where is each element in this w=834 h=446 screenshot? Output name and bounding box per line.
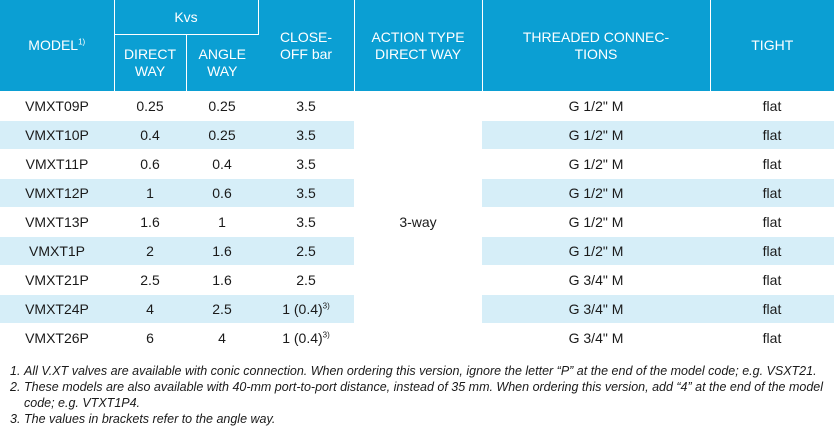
- cell-close-off: 3.5: [258, 208, 354, 237]
- footnote-number: 2.: [10, 380, 21, 394]
- cell-model: VMXT1P: [0, 237, 114, 266]
- footnote-item: [10, 411, 834, 427]
- cell-tight: flat: [710, 295, 834, 324]
- cell-model: VMXT10P: [0, 121, 114, 150]
- header-angle-way: ANGLE WAY: [186, 35, 258, 92]
- header-close-off: CLOSE- OFF bar: [258, 0, 354, 92]
- footnote-item: [10, 363, 834, 379]
- cell-angle: 0.6: [186, 179, 258, 208]
- cell-thread: G 3/4" M: [482, 266, 710, 295]
- cell-tight: flat: [710, 208, 834, 237]
- cell-direct: 2: [114, 237, 186, 266]
- footnotes: [0, 363, 834, 427]
- cell-direct: 0.25: [114, 92, 186, 121]
- cell-close-off: 2.5: [258, 237, 354, 266]
- cell-thread: G 1/2" M: [482, 92, 710, 121]
- cell-model: VMXT24P: [0, 295, 114, 324]
- cell-direct: 1: [114, 179, 186, 208]
- cell-tight: flat: [710, 179, 834, 208]
- cell-angle: 0.25: [186, 121, 258, 150]
- cell-thread: G 1/2" M: [482, 208, 710, 237]
- cell-angle: 2.5: [186, 295, 258, 324]
- cell-thread: G 3/4" M: [482, 324, 710, 353]
- cell-close-off: 3.5: [258, 92, 354, 121]
- cell-direct: 4: [114, 295, 186, 324]
- cell-angle: 1.6: [186, 237, 258, 266]
- cell-direct: 0.4: [114, 121, 186, 150]
- header-action-type: ACTION TYPE DIRECT WAY: [354, 0, 482, 92]
- cell-direct: 2.5: [114, 266, 186, 295]
- cell-close-off: 1 $(0.4)^{3)}$: [258, 324, 354, 353]
- table-body: [0, 92, 834, 353]
- cell-model: VMXT13P: [0, 208, 114, 237]
- header-tight: TIGHT: [710, 0, 834, 92]
- footnote-text: All V.XT valves are available with conic connection. When ordering this version, ignore the letter “P” at the end of the model code; e.g. VSXT21.: [24, 364, 817, 378]
- cell-tight: flat: [710, 121, 834, 150]
- cell-angle: 0.25: [186, 92, 258, 121]
- cell-thread: G 3/4" M: [482, 295, 710, 324]
- cell-model: VMXT21P: [0, 266, 114, 295]
- cell-close-off: 3.5: [258, 179, 354, 208]
- cell-angle: 1: [186, 208, 258, 237]
- cell-model: VMXT09P: [0, 92, 114, 121]
- cell-thread: G 1/2" M: [482, 121, 710, 150]
- footnote-number: 3.: [10, 412, 21, 426]
- close-off-footnote-ref: 3): [322, 330, 330, 340]
- cell-thread: G 1/2" M: [482, 150, 710, 179]
- header-direct-way: DIRECT WAY: [114, 35, 186, 92]
- footnote-text: These models are also available with 40-mm port-to-port distance, instead of 35 mm. When ordering this version, add “4” at the end of the model code; e.g. VTXT1P4.: [24, 380, 824, 410]
- header-kvs: Kvs: [114, 0, 258, 35]
- cell-model: VMXT12P: [0, 179, 114, 208]
- cell-close-off: 2.5: [258, 266, 354, 295]
- cell-model: VMXT26P: [0, 324, 114, 353]
- cell-angle: 1.6: [186, 266, 258, 295]
- table-row: [0, 92, 834, 121]
- footnote-text: The values in brackets refer to the angle way.: [24, 412, 276, 426]
- cell-direct: 1.6: [114, 208, 186, 237]
- cell-direct: 6: [114, 324, 186, 353]
- cell-thread: G 1/2" M: [482, 179, 710, 208]
- header-model: MODEL$^{1)}$: [0, 0, 114, 92]
- cell-thread: G 1/2" M: [482, 237, 710, 266]
- cell-model: VMXT11P: [0, 150, 114, 179]
- cell-tight: flat: [710, 150, 834, 179]
- cell-close-off: 3.5: [258, 150, 354, 179]
- footnote-item: [10, 379, 834, 411]
- cell-action-type: 3-way: [354, 92, 482, 353]
- cell-tight: flat: [710, 324, 834, 353]
- close-off-footnote-ref: 3): [322, 301, 330, 311]
- header-threaded-connections: THREADED CONNEC- TIONS: [482, 0, 710, 92]
- footnote-number: 1.: [10, 364, 21, 378]
- cell-tight: flat: [710, 266, 834, 295]
- cell-angle: 4: [186, 324, 258, 353]
- cell-close-off: 1 $(0.4)^{3)}$: [258, 295, 354, 324]
- cell-tight: flat: [710, 237, 834, 266]
- cell-tight: flat: [710, 92, 834, 121]
- model-footnote-ref: 1): [78, 37, 86, 47]
- cell-angle: 0.4: [186, 150, 258, 179]
- cell-direct: 0.6: [114, 150, 186, 179]
- cell-close-off: 3.5: [258, 121, 354, 150]
